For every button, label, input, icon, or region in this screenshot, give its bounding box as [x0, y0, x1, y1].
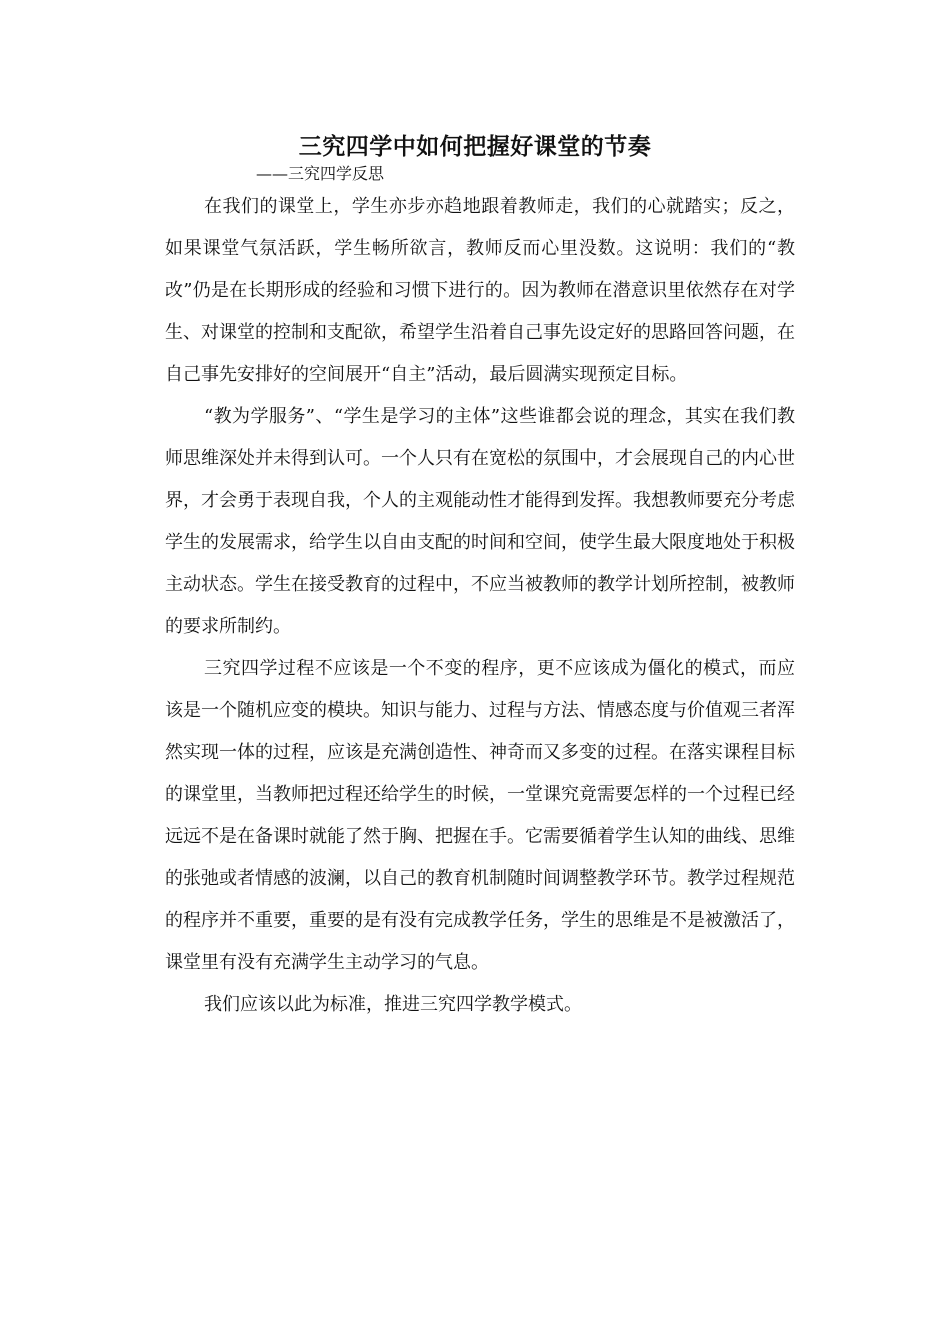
paragraph-2: “教为学服务”、“学生是学习的主体”这些谁都会说的理念，其实在我们教师思维深处并未得到认可。一个人只有在宽松的氛围中，才会展现自己的内心世界，才会勇于表现自我，个人的主观能动性才能得到发挥。我想教师要充分考虑学生的发展需求，给学生以自由支配的时间和空间，使学生最大限度地处于积极主动状态。学生在接受教育的过程中，不应当被教师的教学计划所控制，被教师的要求所制约。 — [165, 406, 795, 637]
paragraph-3: 三究四学过程不应该是一个不变的程序，更不应该成为僵化的模式，而应该是一个随机应变的模块。知识与能力、过程与方法、情感态度与价值观三者浑然实现一体的过程，应该是充满创造性、神奇而又多变的过程。在落实课程目标的课堂里，当教师把过程还给学生的时候，一堂课究竟需要怎样的一个过程已经远远不是在备课时就能了然于胸、把握在手。它需要循着学生认知的曲线、思维的张弛或者情感的波澜，以自己的教育机制随时间调整教学环节。教学过程规范的程序并不重要，重要的是有没有完成教学任务，学生的思维是不是被激活了，课堂里有没有充满学生主动学习的气息。 — [165, 658, 795, 973]
page-subtitle: ——三究四学反思 — [256, 164, 385, 183]
page-title: 三究四学中如何把握好课堂的节奏 — [298, 133, 652, 160]
paragraph-1: 在我们的课堂上，学生亦步亦趋地跟着教师走，我们的心就踏实；反之，如果课堂气氛活跃，学生畅所欲言，教师反而心里没数。这说明：我们的“教改”仍是在长期形成的经验和习惯下进行的。因为教师在潜意识里依然存在对学生、对课堂的控制和支配欲，希望学生沿着自己事先设定好的思路回答问题，在自己事先安排好的空间展开“自主”活动，最后圆满实现预定目标。 — [165, 196, 795, 385]
paragraph-4: 我们应该以此为标准，推进三究四学教学模式。 — [204, 994, 582, 1015]
document-body — [165, 186, 795, 1026]
